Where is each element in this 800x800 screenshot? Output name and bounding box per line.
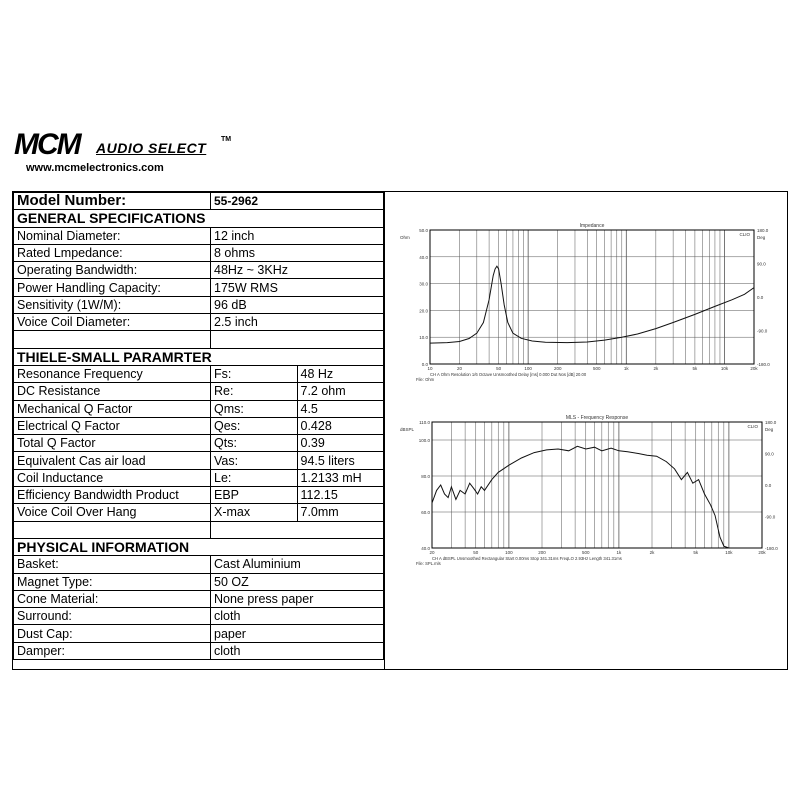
x-tick-label: 2k xyxy=(649,550,655,555)
table-row xyxy=(14,383,384,400)
x-tick-label: 20k xyxy=(750,366,758,371)
impedance-graph xyxy=(398,218,770,388)
x-tick-label: 500 xyxy=(592,366,601,371)
spec-label: Operating Bandwidth: xyxy=(14,262,211,279)
param-value: 112.15 xyxy=(297,487,384,504)
spec-label: Sensitivity (1W/M): xyxy=(14,296,211,313)
param-symbol: Fs: xyxy=(211,365,298,382)
y2-tick-label: -180.0 xyxy=(757,362,770,367)
table-row xyxy=(14,314,384,331)
x-tick-label: 10 xyxy=(427,366,433,371)
physical-heading: PHYSICAL INFORMATION xyxy=(14,538,384,555)
y-tick-label: 50.0 xyxy=(419,228,428,233)
x-tick-label: 200 xyxy=(538,550,546,555)
param-label: Electrical Q Factor xyxy=(14,417,211,434)
y2-tick-label: 180.0 xyxy=(765,420,777,425)
y2-axis-label: Deg xyxy=(757,235,766,240)
model-label: Model Number: xyxy=(14,193,211,210)
table-row xyxy=(14,504,384,521)
y2-tick-label: 0.0 xyxy=(757,295,764,300)
impedance-chart xyxy=(398,218,770,388)
table-row xyxy=(14,279,384,296)
spec-value: Cast Aluminium xyxy=(211,556,384,573)
y2-tick-label: 90.0 xyxy=(757,261,766,267)
model-row xyxy=(14,193,384,210)
spec-label: Voice Coil Diameter: xyxy=(14,314,211,331)
spec-value: 8 ohms xyxy=(211,244,384,261)
param-symbol: X-max xyxy=(211,504,298,521)
spec-label: Nominal Diameter: xyxy=(14,227,211,244)
param-label: Equivalent Cas air load xyxy=(14,452,211,469)
chart-corner-label: CLIO xyxy=(747,424,758,429)
spec-value: paper xyxy=(211,625,384,642)
y-tick-label: 40.0 xyxy=(419,254,428,260)
x-tick-label: 5k xyxy=(693,550,699,555)
spec-value: 12 inch xyxy=(211,227,384,244)
spec-label: Damper: xyxy=(14,642,211,659)
param-label: DC Resistance xyxy=(14,383,211,400)
spec-label: Power Handling Capacity: xyxy=(14,279,211,296)
y-tick-label: 20.0 xyxy=(419,308,428,314)
spec-value: None press paper xyxy=(211,590,384,607)
chart-file-label: File: SPL.mls xyxy=(416,561,441,566)
x-tick-label: 10k xyxy=(725,550,733,555)
table-row xyxy=(14,452,384,469)
y-tick-label: 10.0 xyxy=(419,335,428,341)
x-tick-label: 1k xyxy=(616,550,622,555)
logo-mcm: MCM xyxy=(14,128,80,161)
spec-label: Basket: xyxy=(14,556,211,573)
table-row xyxy=(14,296,384,313)
param-label: Total Q Factor xyxy=(14,435,211,452)
table-row xyxy=(14,573,384,590)
series-line xyxy=(432,446,729,548)
x-tick-label: 20 xyxy=(457,366,463,371)
spec-value: 2.5 inch xyxy=(211,314,384,331)
param-value: 94.5 liters xyxy=(297,452,384,469)
spec-label: Magnet Type: xyxy=(14,573,211,590)
y2-tick-label: 90.0 xyxy=(765,451,774,457)
table-row xyxy=(14,590,384,607)
spec-value: 175W RMS xyxy=(211,279,384,296)
x-tick-label: 50 xyxy=(473,550,479,555)
spec-value: cloth xyxy=(211,608,384,625)
y-axis-label: Ohm xyxy=(400,235,410,240)
table-row xyxy=(14,417,384,434)
x-tick-label: 50 xyxy=(496,366,502,371)
table-row xyxy=(14,642,384,659)
y-tick-label: 60.0 xyxy=(421,510,430,515)
y-tick-label: 40.0 xyxy=(421,546,430,551)
table-row xyxy=(14,435,384,452)
table-row xyxy=(14,556,384,573)
plot-frame xyxy=(432,422,762,548)
x-tick-label: 2k xyxy=(653,366,659,371)
param-value: 7.2 ohm xyxy=(297,383,384,400)
x-tick-label: 500 xyxy=(582,550,590,555)
y2-tick-label: -90.0 xyxy=(765,514,776,520)
spec-label: Dust Cap: xyxy=(14,625,211,642)
param-symbol: Qms: xyxy=(211,400,298,417)
chart-title: Impedance xyxy=(579,223,605,229)
thiele-heading: THIELE-SMALL PARAMRTER xyxy=(14,348,384,365)
blank-row xyxy=(14,331,384,348)
x-tick-label: 100 xyxy=(524,366,532,371)
chart-corner-label: CLIO xyxy=(739,232,750,237)
x-tick-label: 20 xyxy=(429,550,435,555)
param-value: 0.39 xyxy=(297,435,384,452)
series-line xyxy=(430,266,754,343)
param-label: Resonance Frequency xyxy=(14,365,211,382)
plot-frame xyxy=(430,230,754,364)
table-row xyxy=(14,262,384,279)
x-tick-label: 5k xyxy=(692,366,698,371)
param-symbol: Le: xyxy=(211,469,298,486)
x-tick-label: 200 xyxy=(553,366,562,371)
frequency-response-chart xyxy=(398,410,778,582)
chart-title: MLS - Frequency Response xyxy=(565,415,629,421)
y2-tick-label: -180.0 xyxy=(765,546,778,551)
mcm-logo xyxy=(14,130,254,178)
chart-footer: CH A dBSPL Unsmoothed Rectangular Start 0.00ms Stop 341.31ms FreqLO 2.93Hz Length 341.31ms xyxy=(432,556,622,561)
y-tick-label: 110.0 xyxy=(419,420,430,425)
blank-row xyxy=(14,521,384,538)
param-value: 48 Hz xyxy=(297,365,384,382)
table-row xyxy=(14,469,384,486)
general-heading: GENERAL SPECIFICATIONS xyxy=(14,210,384,227)
x-tick-label: 1k xyxy=(623,366,629,371)
y-tick-label: 0.0 xyxy=(421,362,428,367)
table-row xyxy=(14,487,384,504)
param-symbol: EBP xyxy=(211,487,298,504)
y-tick-label: 80.0 xyxy=(421,474,430,479)
column-divider xyxy=(384,192,385,669)
param-value: 1.2133 mH xyxy=(297,469,384,486)
y2-tick-label: 180.0 xyxy=(757,228,769,233)
spec-label: Cone Material: xyxy=(14,590,211,607)
param-value: 4.5 xyxy=(297,400,384,417)
table-row xyxy=(14,608,384,625)
spec-value: 96 dB xyxy=(211,296,384,313)
param-value: 0.428 xyxy=(297,417,384,434)
table-row xyxy=(14,244,384,261)
table-row xyxy=(14,365,384,382)
frequency-response-graph xyxy=(398,410,778,582)
table-row xyxy=(14,227,384,244)
chart-footer: CH A Ohm Resolution 1/6 Octave Unsmoothed Delay [ms] 0.000 Dut Nos [dB] 20.00 xyxy=(430,372,587,377)
y-tick-label: 100.0 xyxy=(418,438,430,443)
spec-value: 50 OZ xyxy=(211,573,384,590)
y2-axis-label: Deg xyxy=(765,427,774,432)
param-label: Voice Coil Over Hang xyxy=(14,504,211,521)
y2-tick-label: -90.0 xyxy=(757,328,768,334)
y2-tick-label: 0.0 xyxy=(765,483,772,488)
spec-value: cloth xyxy=(211,642,384,659)
spec-table xyxy=(13,192,384,660)
param-label: Mechanical Q Factor xyxy=(14,400,211,417)
param-symbol: Qes: xyxy=(211,417,298,434)
table-row xyxy=(14,400,384,417)
x-tick-label: 100 xyxy=(505,550,513,555)
website-url: www.mcmelectronics.com xyxy=(26,162,164,174)
x-tick-label: 20k xyxy=(758,550,766,555)
param-label: Efficiency Bandwidth Product xyxy=(14,487,211,504)
param-label: Coil Inductance xyxy=(14,469,211,486)
logo-trademark: TM xyxy=(221,136,232,143)
chart-file-label: File: Ohm xyxy=(416,377,435,382)
spec-label: Surround: xyxy=(14,608,211,625)
spec-label: Rated Lmpedance: xyxy=(14,244,211,261)
param-value: 7.0mm xyxy=(297,504,384,521)
y-tick-label: 30.0 xyxy=(419,281,428,287)
param-symbol: Re: xyxy=(211,383,298,400)
param-symbol: Vas: xyxy=(211,452,298,469)
x-tick-label: 10k xyxy=(720,366,729,371)
y-axis-label: dBSPL xyxy=(400,427,415,432)
param-symbol: Qts: xyxy=(211,435,298,452)
model-value: 55-2962 xyxy=(211,193,384,210)
spec-value: 48Hz ~ 3KHz xyxy=(211,262,384,279)
table-row xyxy=(14,625,384,642)
logo-audio-select: AUDIO SELECT xyxy=(96,140,207,156)
